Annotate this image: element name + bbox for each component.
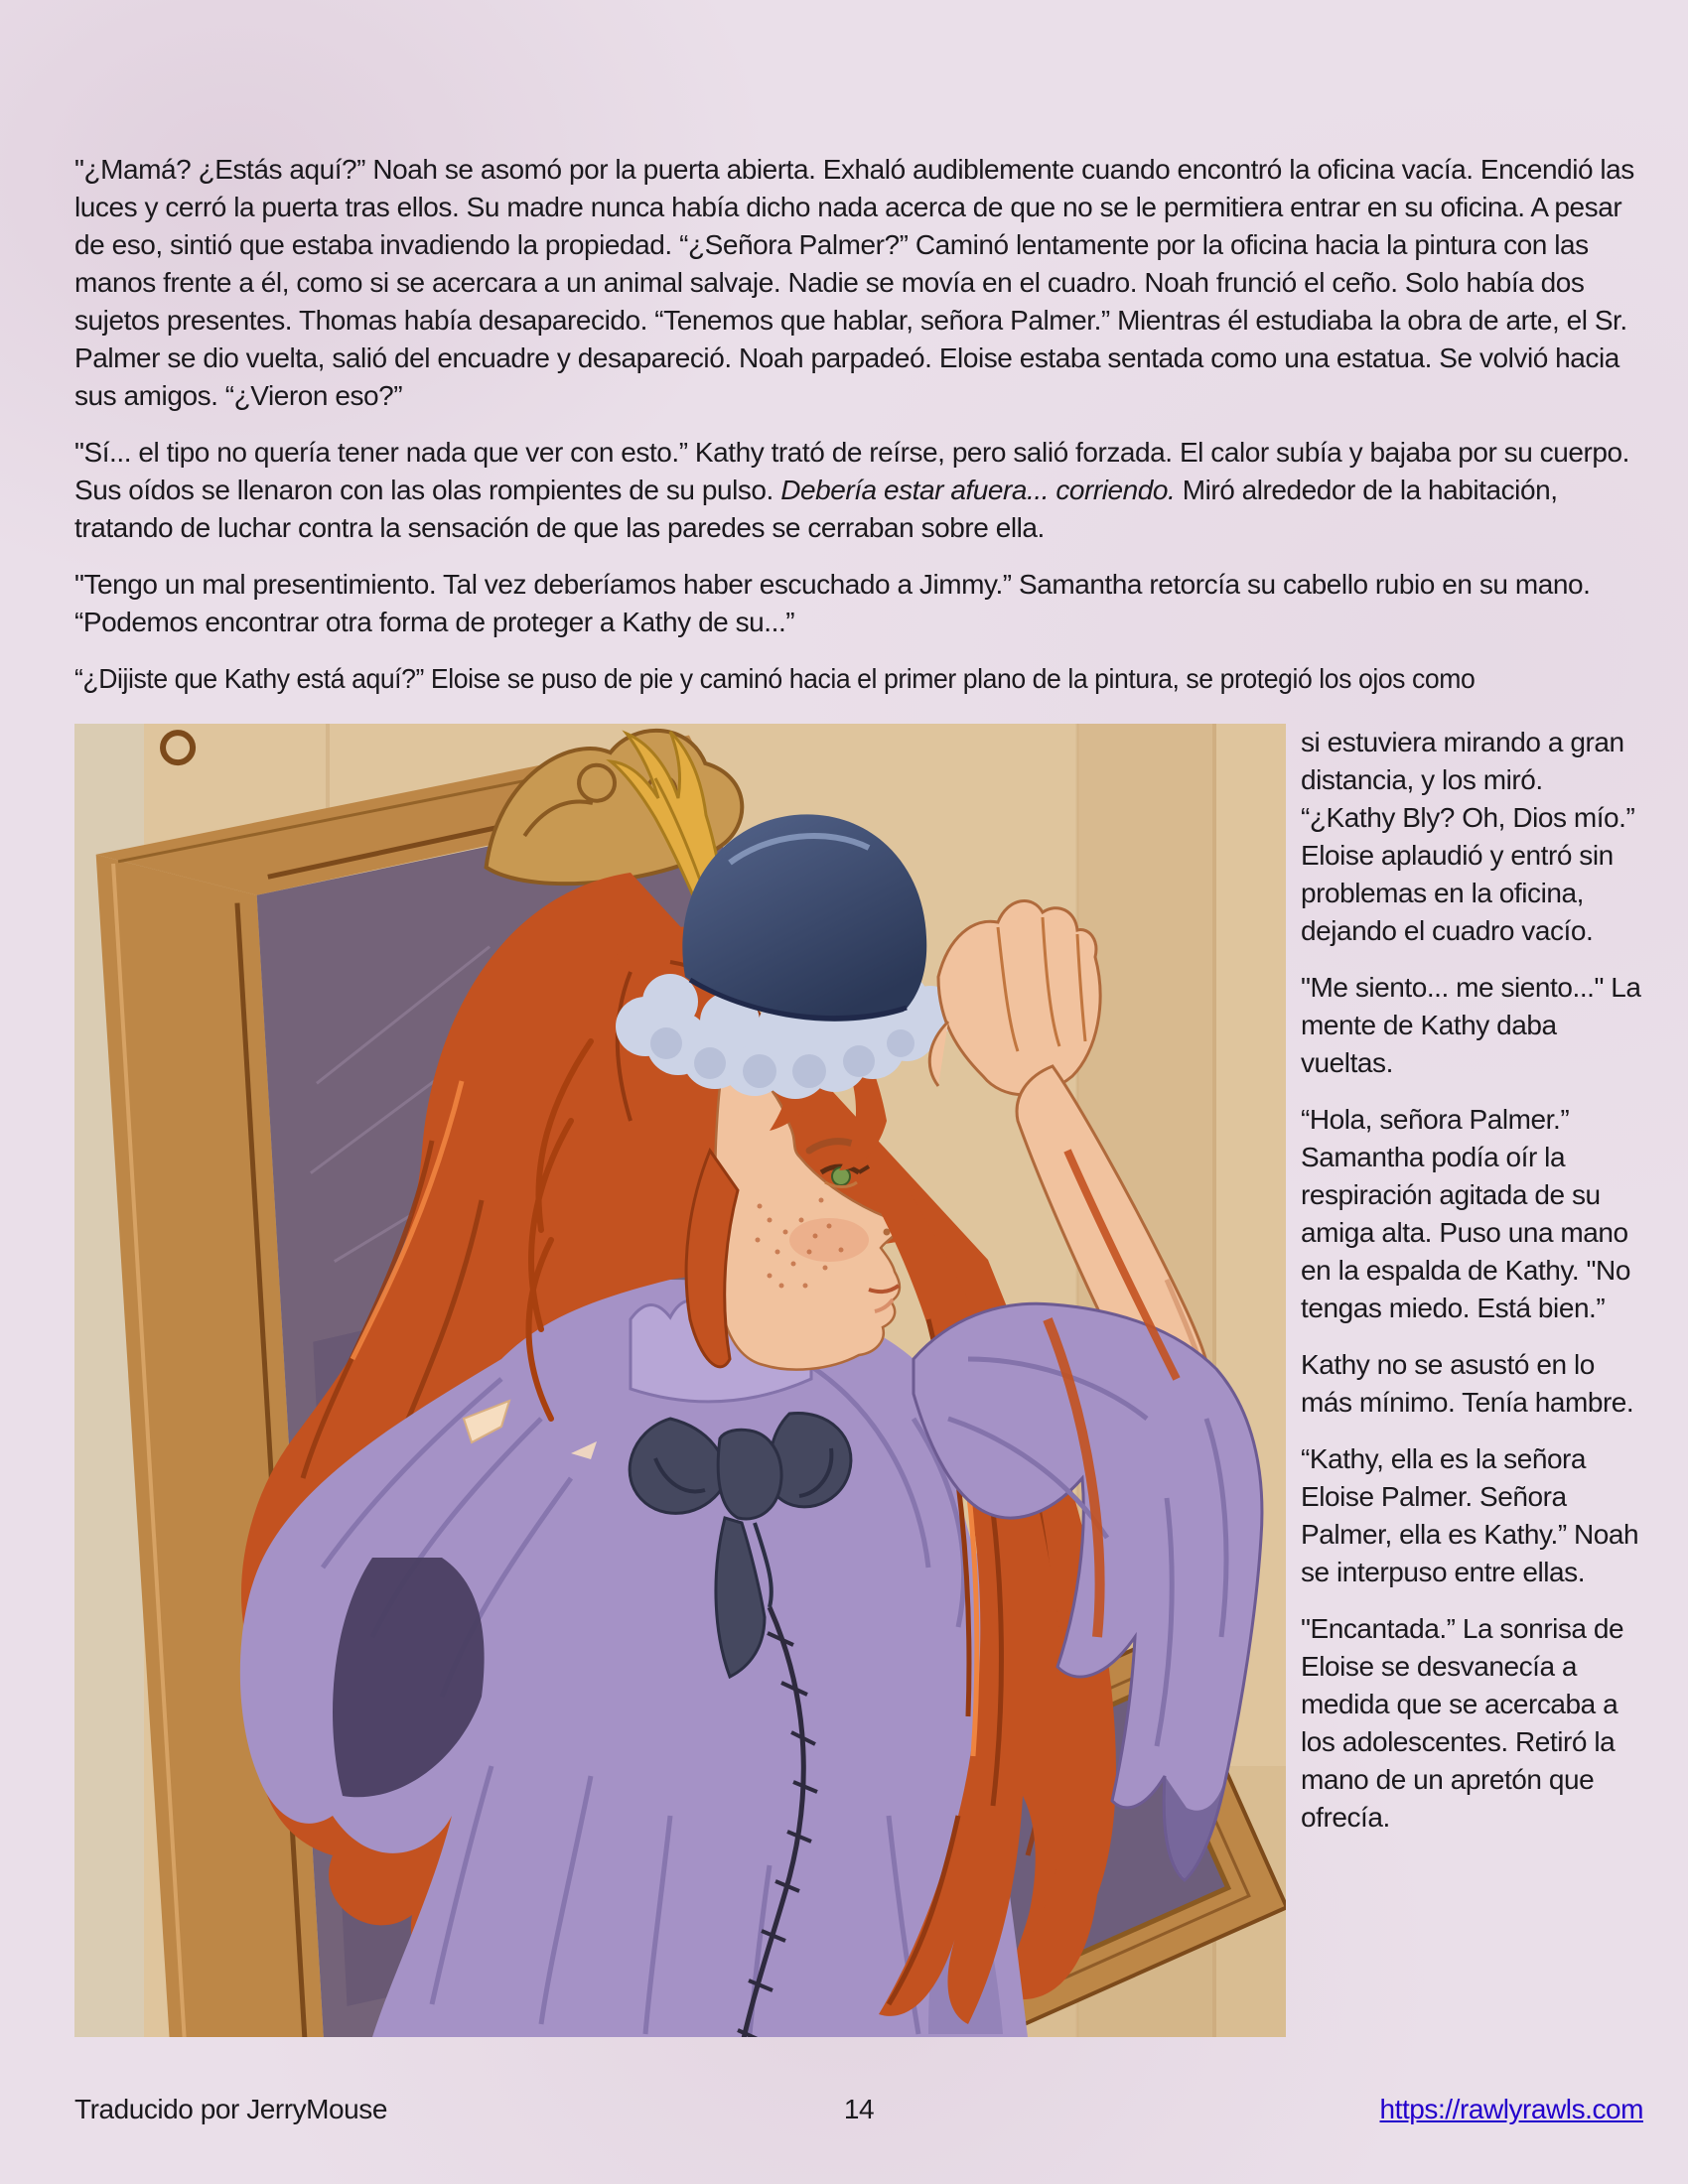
paragraph-2: [74, 434, 1643, 547]
paragraph-1: "¿Mamá? ¿Estás aquí?” Noah se asomó por la puerta abierta. Exhaló audiblemente cuando encontró la oficina vacía. Encendió las luces y cerró la puerta tras ellos. Su madre nunca había dicho nada acerca de que no se le permitiera entrar en su oficina. A pesar de eso, sintió que estaba invadiendo la propiedad. “¿Señora Palmer?” Caminó lentamente por la oficina hacia la pintura con las manos frente a él, como si se acercara a un animal salvaje. Nadie se movía en el cuadro. Noah frunció el ceño. Solo había dos sujetos presentes. Thomas había desaparecido. “Tenemos que hablar, señora Palmer.” Mientras él estudiaba la obra de arte, el Sr. Palmer se dio vuelta, salió del encuadre y desapareció. Noah parpadeó. Eloise estaba sentada como una estatua. Se volvió hacia sus amigos. “¿Vieron eso?”: [74, 154, 1634, 411]
paragraph-2-start: "Sí... el tipo no quería tener nada que ver con esto.” Kathy trató de reírse, pero salió forzada. El calor subía y bajaba por su cuerpo. Sus oídos se llenaron con las olas rompientes de su pulso.: [74, 437, 1629, 505]
paragraph-5: "Me siento... me siento..." La mente de Kathy daba vueltas.: [1301, 972, 1641, 1078]
paragraph-7: Kathy no se asustó en lo más mínimo. Tenía hambre.: [1301, 1349, 1634, 1418]
page-number: 14: [843, 2094, 875, 2124]
paragraph-4-lead-line: “¿Dijiste que Kathy está aquí?” Eloise se puso de pie y caminó hacia el primer plano de la pintura, se protegió los ojos como: [74, 663, 1476, 694]
paragraph-8: “Kathy, ella es la señora Eloise Palmer. Señora Palmer, ella es Kathy.” Noah se interpuso entre ellas.: [1301, 1443, 1639, 1587]
page-footer: [74, 2091, 1643, 2128]
paragraph-9: "Encantada.” La sonrisa de Eloise se desvanecía a medida que se acercaba a los adolescentes. Retiró la mano de un apretón que ofrecía.: [1301, 1613, 1624, 1833]
translator-credit: Traducido por JerryMouse: [74, 2094, 387, 2124]
paragraph-6: “Hola, señora Palmer.” Samantha podía oír la respiración agitada de su amiga alta. Puso una mano en la espalda de Kathy. "No tengas miedo. Está bien.”: [1301, 1104, 1630, 1323]
page-content: [74, 0, 1643, 2037]
image-and-text-row: [74, 724, 1643, 2037]
story-illustration: [74, 724, 1286, 2037]
right-text-column: [1301, 724, 1643, 1855]
inner-thought-italic: Debería estar afuera... corriendo.: [780, 475, 1176, 505]
footer-link[interactable]: https://rawlyrawls.com: [1379, 2094, 1643, 2124]
paragraph-3: "Tengo un mal presentimiento. Tal vez deberíamos haber escuchado a Jimmy.” Samantha retorcía su cabello rubio en su mano. “Podemos encontrar otra forma de proteger a Kathy de su...”: [74, 569, 1591, 637]
paragraph-2-end: Miró alrededor de la habitación, tratando de luchar contra la sensación de que las paredes se cerraban sobre ella.: [74, 475, 1558, 543]
paragraph-4-continuation: si estuviera mirando a gran distancia, y los miró. “¿Kathy Bly? Oh, Dios mío.” Eloise aplaudió y entró sin problemas en la oficina, dejando el cuadro vacío.: [1301, 727, 1635, 946]
